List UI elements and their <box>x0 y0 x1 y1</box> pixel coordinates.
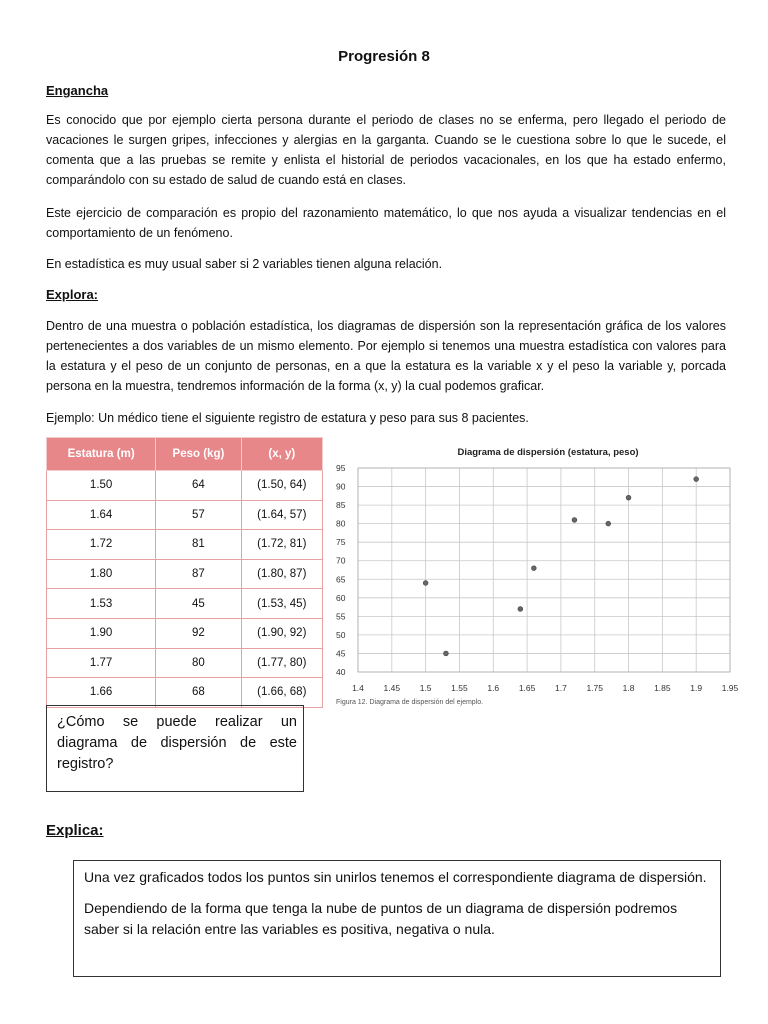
y-tick-label: 70 <box>336 555 346 566</box>
table-cell: (1.80, 87) <box>241 559 322 589</box>
x-tick-label: 1.65 <box>518 683 536 693</box>
x-tick-label: 1.9 <box>690 683 703 693</box>
scatter-point <box>518 607 523 612</box>
scatter-point <box>444 651 449 656</box>
table-cell: 1.50 <box>47 471 156 501</box>
scatter-point <box>626 495 631 500</box>
x-tick-label: 1.7 <box>554 683 567 693</box>
table-cell: 92 <box>156 618 241 648</box>
table-cell: 81 <box>156 530 241 560</box>
x-tick-label: 1.8 <box>622 683 635 693</box>
explora-paragraph-2: Ejemplo: Un médico tiene el siguiente registro de estatura y peso para sus 8 pacientes. <box>46 411 529 425</box>
table-row <box>47 500 323 530</box>
table-cell: 1.80 <box>47 559 156 589</box>
scatter-point <box>572 518 577 523</box>
table-cell: 80 <box>156 648 241 678</box>
engancha-paragraph-1: Es conocido que por ejemplo cierta persona durante el periodo de clases no se enferma, pero llegado el periodo de vacaciones le surgen gripes, infecciones y alergias en la garganta. Cuando se le cuestiona sobre lo que le sucede, el comenta que a las pruebas se remite y enlista el historial de periodos vacacionales, en los que ha estado enfermo, comparándolo con su estado de salud de cuando está en clases. <box>46 113 726 187</box>
table-cell: (1.50, 64) <box>241 471 322 501</box>
chart-caption: Figura 12. Diagrama de dispersión del ejemplo. <box>336 699 484 706</box>
table-header-cell: Peso (kg) <box>156 438 241 471</box>
scatter-point <box>531 566 536 571</box>
table-row <box>47 559 323 589</box>
x-tick-label: 1.55 <box>451 683 468 693</box>
y-tick-label: 65 <box>336 574 346 585</box>
page-title: Progresión 8 <box>338 48 430 65</box>
table-row <box>47 471 323 501</box>
engancha-paragraph-3: En estadística es muy usual saber si 2 variables tienen alguna relación. <box>46 257 443 271</box>
x-tick-label: 1.6 <box>487 683 500 693</box>
scatter-chart <box>330 438 745 738</box>
explica-paragraph-2: Dependiendo de la forma que tenga la nube de puntos de un diagrama de dispersión podremos saber si la relación entre las variables es positiva, negativa o nula. <box>84 900 678 937</box>
table-cell: 1.77 <box>47 648 156 678</box>
explica-paragraph-1: Una vez graficados todos los puntos sin unirlos tenemos el correspondiente diagrama de dispersión. <box>84 869 707 885</box>
table-cell: 1.64 <box>47 500 156 530</box>
table-row <box>47 618 323 648</box>
table-cell: 64 <box>156 471 241 501</box>
table-cell: 1.90 <box>47 618 156 648</box>
table-cell: 1.66 <box>47 678 156 708</box>
table-row <box>47 589 323 619</box>
explica-box <box>73 860 721 977</box>
x-tick-label: 1.5 <box>419 683 432 693</box>
plot-area-border <box>358 468 730 672</box>
x-tick-label: 1.75 <box>586 683 604 693</box>
engancha-paragraph-2: Este ejercicio de comparación es propio del razonamiento matemático, lo que nos ayuda a visualizar tendencias en el comportamiento de un fenómeno. <box>46 206 726 240</box>
data-table <box>46 437 323 708</box>
y-tick-label: 95 <box>336 463 346 473</box>
table-cell: 1.53 <box>47 589 156 619</box>
x-tick-label: 1.95 <box>721 683 739 693</box>
table-cell: (1.72, 81) <box>241 530 322 560</box>
table-header-cell: (x, y) <box>241 438 322 471</box>
y-tick-label: 40 <box>336 667 346 677</box>
table-cell: 87 <box>156 559 241 589</box>
x-tick-label: 1.45 <box>383 683 401 693</box>
engancha-heading: Engancha <box>46 83 109 98</box>
table-header-row <box>47 438 323 471</box>
table-cell: 45 <box>156 589 241 619</box>
table-cell: (1.53, 45) <box>241 589 322 619</box>
x-tick-label: 1.4 <box>352 683 364 693</box>
y-tick-label: 50 <box>336 629 346 640</box>
y-tick-label: 55 <box>336 611 346 622</box>
y-tick-label: 60 <box>336 592 346 603</box>
table-row <box>47 530 323 560</box>
explora-paragraph-1: Dentro de una muestra o población estadística, los diagramas de dispersión son la representación gráfica de los valores pertenecientes a dos variables de un mismo elemento. Por ejemplo si tenemos una muestra estadística con valores para la estatura y el peso de un conjunto de personas, en a que la estatura es la variable x y el peso la variable y, porcada persona en la muestra, tendremos información de la forma (x, y) la cual podemos graficar. <box>46 319 726 393</box>
table-cell: (1.77, 80) <box>241 648 322 678</box>
y-tick-label: 85 <box>336 500 346 511</box>
table-cell: 68 <box>156 678 241 708</box>
explora-heading: Explora: <box>46 287 99 302</box>
scatter-point <box>694 477 699 482</box>
table-cell: 57 <box>156 500 241 530</box>
table-cell: (1.64, 57) <box>241 500 322 530</box>
scatter-point <box>423 581 428 586</box>
y-tick-label: 80 <box>336 518 346 529</box>
x-tick-label: 1.85 <box>654 683 671 693</box>
explica-heading: Explica: <box>46 822 104 839</box>
chart-title: Diagrama de dispersión (estatura, peso) <box>457 447 639 458</box>
table-cell: (1.66, 68) <box>241 678 322 708</box>
table-row <box>47 648 323 678</box>
scatter-point <box>606 521 611 526</box>
y-tick-label: 90 <box>336 481 346 492</box>
table-cell: (1.90, 92) <box>241 618 322 648</box>
y-tick-label: 75 <box>336 537 346 548</box>
y-tick-label: 45 <box>336 648 346 659</box>
table-header-cell: Estatura (m) <box>47 438 156 471</box>
table-row <box>47 678 323 708</box>
question-box: ¿Cómo se puede realizar un diagrama de dispersión de este registro? <box>46 705 304 792</box>
table-cell: 1.72 <box>47 530 156 560</box>
